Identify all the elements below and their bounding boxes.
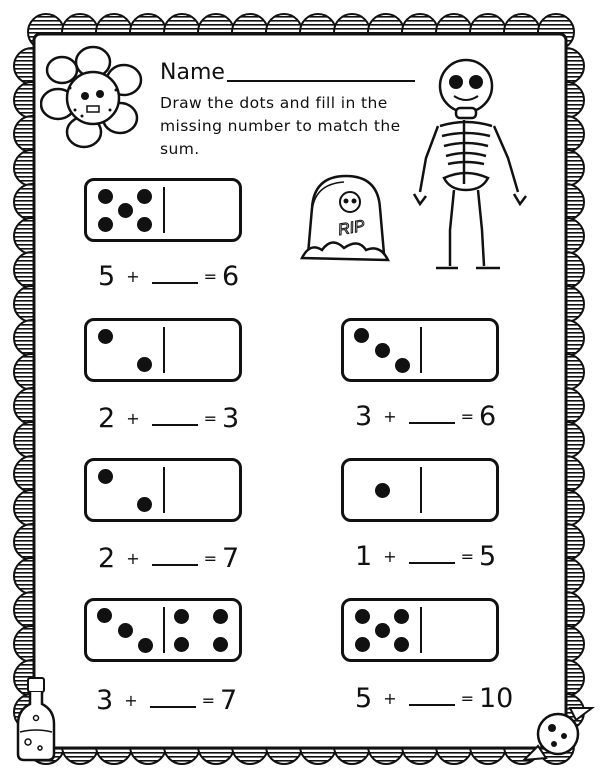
equals-sign: = xyxy=(460,689,474,708)
sum: 7 xyxy=(222,543,240,574)
addend: 2 xyxy=(98,403,116,434)
domino-dot xyxy=(375,343,390,358)
equation-1 xyxy=(98,262,239,292)
plus-sign: + xyxy=(383,689,397,708)
equals-sign: = xyxy=(201,691,215,710)
sum: 7 xyxy=(220,685,238,716)
name-field[interactable] xyxy=(227,80,415,82)
addend: 5 xyxy=(98,261,116,292)
domino-dot xyxy=(394,637,409,652)
tombstone-text: RIP xyxy=(336,217,367,240)
equals-sign: = xyxy=(460,407,474,426)
plus-sign: + xyxy=(126,549,140,568)
plus-sign: + xyxy=(124,691,138,710)
domino-dot xyxy=(118,623,133,638)
addend: 3 xyxy=(355,401,373,432)
equation-4 xyxy=(98,544,239,574)
domino-dot xyxy=(174,637,189,652)
answer-blank[interactable] xyxy=(409,562,455,564)
domino-dot xyxy=(137,189,152,204)
equation-5 xyxy=(355,542,496,572)
domino-dot xyxy=(137,217,152,232)
equation-7 xyxy=(355,684,513,714)
equals-sign: = xyxy=(203,409,217,428)
domino-5 xyxy=(341,458,499,522)
domino-4 xyxy=(84,458,242,522)
domino-dot xyxy=(98,329,113,344)
domino-dot xyxy=(98,469,113,484)
sum: 3 xyxy=(222,403,240,434)
equation-2 xyxy=(98,404,239,434)
domino-dot xyxy=(174,609,189,624)
domino-1 xyxy=(84,178,242,242)
domino-dot xyxy=(375,483,390,498)
potion-bottle-icon xyxy=(14,676,58,762)
answer-blank[interactable] xyxy=(152,424,198,426)
domino-dot xyxy=(355,637,370,652)
addend: 2 xyxy=(98,543,116,574)
domino-dot xyxy=(394,609,409,624)
domino-3 xyxy=(341,318,499,382)
domino-7 xyxy=(341,598,499,662)
domino-dot xyxy=(354,328,369,343)
sum: 10 xyxy=(479,683,514,714)
domino-6 xyxy=(84,598,242,662)
name-label: Name xyxy=(160,60,225,85)
addend: 3 xyxy=(96,685,114,716)
equals-sign: = xyxy=(203,549,217,568)
equation-3 xyxy=(355,402,496,432)
addend: 5 xyxy=(355,683,373,714)
plus-sign: + xyxy=(383,547,397,566)
domino-dot xyxy=(213,637,228,652)
plus-sign: + xyxy=(126,267,140,286)
sum: 6 xyxy=(222,261,240,292)
skeleton-icon xyxy=(404,54,544,278)
domino-dot xyxy=(118,203,133,218)
domino-dot xyxy=(355,609,370,624)
addend: 1 xyxy=(355,541,373,572)
plus-sign: + xyxy=(126,409,140,428)
answer-blank[interactable] xyxy=(152,564,198,566)
tombstone-icon xyxy=(300,162,390,272)
answer-blank[interactable] xyxy=(409,422,455,424)
sum: 6 xyxy=(479,401,497,432)
plus-sign: + xyxy=(383,407,397,426)
equation-6 xyxy=(96,686,237,716)
domino-2 xyxy=(84,318,242,382)
instructions: Draw the dots and fill in the missing number to match the sum. xyxy=(160,94,401,158)
name-row xyxy=(160,60,415,86)
domino-dot xyxy=(137,357,152,372)
answer-blank[interactable] xyxy=(152,282,198,284)
domino-dot xyxy=(98,217,113,232)
domino-dot xyxy=(98,189,113,204)
domino-dot xyxy=(213,609,228,624)
answer-blank[interactable] xyxy=(150,706,196,708)
domino-dot xyxy=(137,497,152,512)
answer-blank[interactable] xyxy=(409,704,455,706)
domino-dot xyxy=(375,623,390,638)
equals-sign: = xyxy=(460,547,474,566)
candy-icon xyxy=(520,700,596,770)
domino-dot xyxy=(97,608,112,623)
domino-dot xyxy=(395,358,410,373)
equals-sign: = xyxy=(203,267,217,286)
domino-dot xyxy=(138,638,153,653)
skull-flower-icon xyxy=(40,44,146,150)
sum: 5 xyxy=(479,541,497,572)
